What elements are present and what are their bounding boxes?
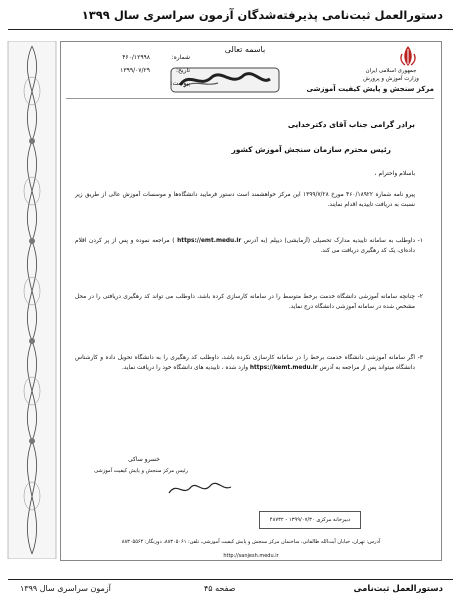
emt-link[interactable]: https://emt.medu.ir xyxy=(177,238,242,244)
item-3-number: ۳- xyxy=(417,354,423,361)
item-1-number: ۱- xyxy=(417,237,423,244)
ornamental-border xyxy=(6,41,58,559)
basmala: باسمه تعالی xyxy=(224,45,266,54)
letter-divider xyxy=(66,98,434,99)
number-value: ۴۶۰/۱۲۹۹۸ xyxy=(122,54,150,61)
footer-doc-title: دستورالعمل ثبت‌نامی xyxy=(353,584,443,594)
page-header-title: دستورالعمل ثبت‌نامی پذیرفته‌شدگان آزمون سراسری سال ۱۳۹۹ xyxy=(81,8,443,22)
signature-scribble xyxy=(165,477,235,499)
ministry-heading xyxy=(346,67,436,83)
meta-date-row xyxy=(70,67,190,74)
letter-meta xyxy=(70,54,190,93)
item-3-text-a: اگر سامانه آموزشی دانشگاه خدمت برخط را در سامانه کارسازی نکرده باشد، داوطلب کد رهگیری را به دانشگاه تحویل داده و کارشناس دانشگاه میتواند پس از مراجعه به آدرس xyxy=(75,355,415,371)
list-item-2 xyxy=(75,292,423,312)
item-2-number: ۲- xyxy=(417,293,423,300)
greeting: باسلام واحترام ، xyxy=(374,170,415,177)
header-divider xyxy=(8,29,453,30)
signatory-title: رئیس مرکز سنجش و پایش کیفیت آموزشی xyxy=(94,468,188,474)
number-label: شماره: xyxy=(171,54,190,61)
meta-attachment-row xyxy=(70,80,190,87)
signatory-name: خسرو ساکی xyxy=(128,456,160,463)
date-label: تاریخ: xyxy=(176,67,190,74)
ministry-line-1: جمهوری اسلامی ایران xyxy=(365,68,417,74)
list-item-1 xyxy=(75,236,423,256)
item-2-text: چنانچه سامانه آموزشی دانشگاه خدمت برخط متوسط را در سامانه کارسازی کرده باشد، داوطلب می تواند کد رهگیری دریافتی را در محل مشخص شده در سامانه آموزشی دانشگاه درج نماید. xyxy=(75,294,415,310)
ministry-line-2: وزارت آموزش و پرورش xyxy=(363,76,419,82)
attachment-label: پیوست: xyxy=(170,80,190,87)
footer-divider xyxy=(8,579,453,580)
item-1-text-b: ) مراجعه نموده و پس از پر کردن اقلام داده‌ای، یک کد رهگیری دریافت می کند. xyxy=(75,238,415,254)
recipient-line: برادر گرامی جناب آقای دکترخدایی xyxy=(287,120,415,129)
footer-address: آدرس: تهران، خیابان آیت‌الله طالقانی، ساختمان مرکز سنجش و پایش کیفیت آموزشی، تلفن: ۸۸۳۰۵۰۶۱، دورنگار: ۸۸۳۰۵۵۶۴ xyxy=(121,539,381,545)
national-emblem-icon xyxy=(397,44,419,68)
dispatch-stamp: دبیرخانه مرکزی ۱۳۹۹/۰۷/۳۰ - ۴۸۷۳۲ xyxy=(259,511,361,529)
kemt-link[interactable]: https://kemt.medu.ir xyxy=(249,365,318,371)
item-3-text-b: وارد شده ، تاییدیه های دانشگاه خود را دریافت نماید. xyxy=(121,365,249,371)
meta-number-row xyxy=(70,54,190,61)
footer-exam-year: آزمون سراسری سال ۱۳۹۹ xyxy=(20,584,111,593)
recipient-position: رئیس محترم سازمان سنجش آموزش کشور xyxy=(231,145,391,154)
item-1-text-a: داوطلب به سامانه تاییدیه مدارک تحصیلی (آزمایشی) دیپلم (به آدرس xyxy=(243,238,416,244)
date-value: ۱۳۹۹/۰۷/۲۹ xyxy=(120,67,150,74)
page-number: صفحه ۴۵ xyxy=(204,584,236,593)
list-item-3 xyxy=(75,353,423,373)
footer-website[interactable]: http://sanjesh.medu.ir xyxy=(223,553,279,559)
center-name: مرکز سنجش و پایش کیفیت آموزشی xyxy=(306,85,434,93)
intro-paragraph: پیرو نامه شماره ۴۶۰/۱۸۹۲۲ مورخ ۱۳۹۹/۷/۲۸ این مرکز خواهشمند است دستور فرمایید دانشگاه‌ها و موسسات آموزش عالی از طریق زیر نسبت به دریافت تاییدیه اقدام نمایند. xyxy=(75,192,415,208)
